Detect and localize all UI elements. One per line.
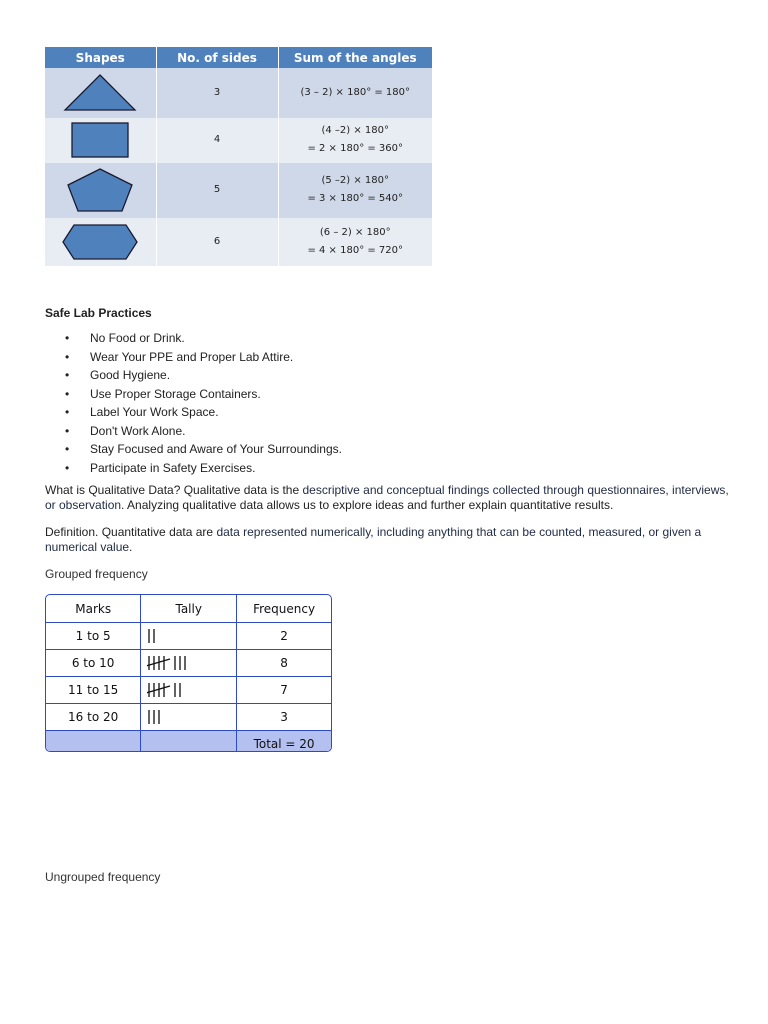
quantitative-paragraph [45,525,735,555]
frequency-table [46,595,331,752]
qualitative-lead: What is Qualitative Data? Qualitative data is the [45,483,303,497]
tally-marks [147,654,227,672]
marks-cell: 11 to 15 [46,677,141,704]
quantitative-lead: Definition. Quantitative data are [45,525,217,539]
triangle-icon [62,73,138,113]
quantitative-highlight: data represented numerically, including anything that can be counted, measured, or given a numerical value [45,525,702,554]
header-angles: Sum of the angles [278,47,432,68]
sides-cell: 5 [156,163,278,218]
shape-cell [45,163,156,218]
header-sides: No. of sides [156,47,278,68]
list-item: • No Food or Drink. [65,331,342,350]
shape-cell [45,118,156,162]
tally-cell [141,623,237,650]
frequency-table-frame [45,594,332,752]
angles-line: (5 –2) × 180° [321,175,390,187]
angles-line: = 4 × 180° = 720° [307,244,404,256]
shapes-table-row [45,163,432,218]
sides-cell: 6 [156,218,278,266]
shape-cell [45,218,156,266]
tally-marks [147,627,227,645]
pentagon-icon [65,167,135,213]
total-row [46,731,331,753]
square-icon [70,121,130,159]
shapes-angles-table [45,47,432,266]
frequency-cell: 3 [237,704,331,731]
angles-line: (6 – 2) × 180° [319,226,391,238]
frequency-cell: 2 [237,623,331,650]
table-row [46,650,331,677]
frequency-cell: 8 [237,650,331,677]
shapes-table-row [45,68,432,118]
angles-line: = 3 × 180° = 540° [307,193,404,205]
quantitative-tail: . [129,540,133,554]
list-item: • Label Your Work Space. [65,405,342,424]
qualitative-highlight: descriptive and conceptual findings collected through questionnaires, interviews, or observation [45,483,729,512]
tally-cell [141,650,237,677]
tally-marks [147,681,227,699]
ungrouped-frequency-label: Ungrouped frequency [45,870,161,884]
safe-lab-heading: Safe Lab Practices [45,306,152,320]
angles-line: = 2 × 180° = 360° [307,143,404,155]
angles-cell [278,163,432,218]
tally-cell [141,704,237,731]
qualitative-paragraph [45,483,735,513]
total-blank-cell [46,731,141,753]
marks-cell: 1 to 5 [46,623,141,650]
frequency-header-row [46,595,331,623]
marks-cell: 16 to 20 [46,704,141,731]
list-item: • Stay Focused and Aware of Your Surroundings. [65,442,342,461]
safe-lab-list [65,331,342,479]
list-item: • Participate in Safety Exercises. [65,461,342,480]
shape-cell [45,68,156,118]
angles-cell [278,68,432,118]
hexagon-icon [61,223,139,261]
list-item: • Good Hygiene. [65,368,342,387]
tally-cell [141,677,237,704]
table-row [46,677,331,704]
header-shapes: Shapes [45,47,156,68]
list-item: • Wear Your PPE and Proper Lab Attire. [65,350,342,369]
table-row [46,623,331,650]
qualitative-tail: . Analyzing qualitative data allows us to explore ideas and further explain quantitative results. [121,498,614,512]
angles-line: (3 – 2) × 180° = 180° [300,87,411,99]
tally-marks [147,708,227,726]
shapes-table-row [45,218,432,266]
shapes-table-header [45,47,432,68]
sides-cell: 4 [156,118,278,162]
table-row [46,704,331,731]
shapes-table-row [45,118,432,162]
header-tally: Tally [141,595,237,623]
angles-cell [278,218,432,266]
marks-cell: 6 to 10 [46,650,141,677]
header-frequency: Frequency [237,595,331,623]
total-blank-cell [141,731,237,753]
header-marks: Marks [46,595,141,623]
sides-cell: 3 [156,68,278,118]
list-item: • Don't Work Alone. [65,424,342,443]
grouped-frequency-label: Grouped frequency [45,567,148,581]
angles-line: (4 –2) × 180° [321,125,390,137]
list-item: • Use Proper Storage Containers. [65,387,342,406]
angles-cell [278,118,432,162]
frequency-cell: 7 [237,677,331,704]
total-cell: Total = 20 [237,731,331,753]
